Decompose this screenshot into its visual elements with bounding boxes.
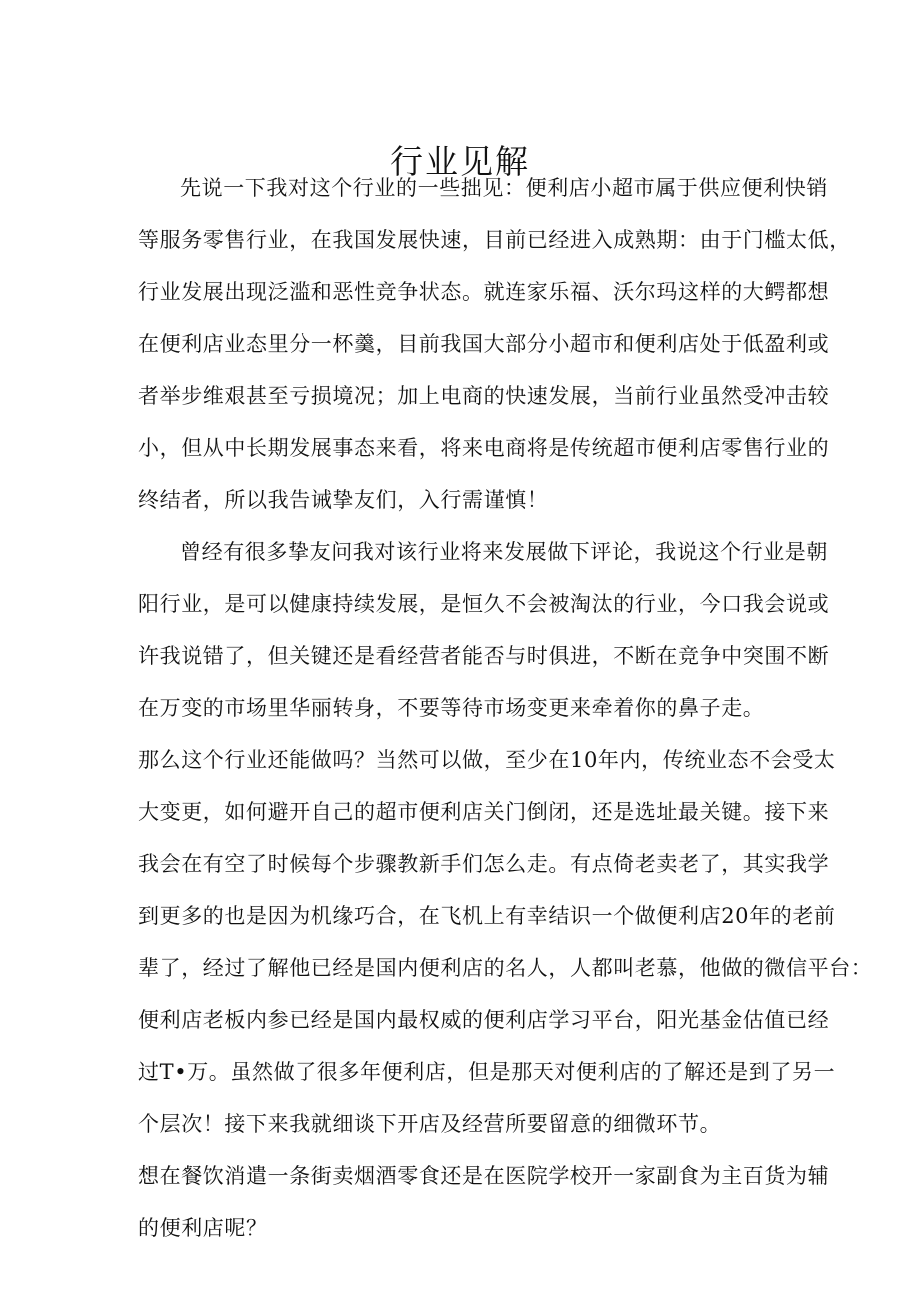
- paragraph-line: 到更多的也是因为机缘巧合，在飞机上有幸结识一个做便利店20年的老前: [138, 904, 836, 928]
- paragraph-line: 大变更，如何避开自己的超市便利店关门倒闭，还是选址最关键。接下来: [138, 800, 830, 824]
- paragraph-line: 便利店老板内参已经是国内最权威的便利店学习平台，阳光基金估值已经: [138, 1008, 830, 1032]
- paragraph-line: 过T•万。虽然做了很多年便利店，但是那天对便利店的了解还是到了另一: [138, 1060, 836, 1084]
- document-title: 行业见解: [390, 142, 530, 182]
- paragraph-line: 想在餐饮消遣一条街卖烟酒零食还是在医院学校开一家副食为主百货为辅: [138, 1164, 830, 1188]
- paragraph-line: 我会在有空了时候每个步骤教新手们怎么走。有点倚老卖老了，其实我学: [138, 852, 830, 876]
- paragraph-line: 行业发展出现泛滥和恶性竞争状态。就连家乐福、沃尔玛这样的大鳄都想: [138, 280, 830, 304]
- paragraph-line: 曾经有很多挚友问我对该行业将来发展做下评论，我说这个行业是朝: [180, 540, 828, 564]
- paragraph-line: 在万变的市场里华丽转身，不要等待市场变更来牵着你的鼻子走。: [138, 696, 765, 720]
- paragraph-line: 那么这个行业还能做吗？当然可以做，至少在10年内，传统业态不会受太: [138, 748, 836, 772]
- paragraph-line: 个层次！接下来我就细谈下开店及经营所要留意的细微环节。: [138, 1112, 722, 1136]
- paragraph-line: 许我说错了，但关键还是看经营者能否与时俱进，不断在竞争中突围不断: [138, 644, 830, 668]
- paragraph-line: 等服务零售行业，在我国发展快速，目前已经进入成熟期：由于门槛太低，: [138, 228, 851, 252]
- paragraph-line: 者举步维艰甚至亏损境况；加上电商的快速发展，当前行业虽然受冲击较: [138, 384, 830, 408]
- paragraph-line: 先说一下我对这个行业的一些拙见：便利店小超市属于供应便利快销: [180, 176, 828, 200]
- paragraph-line: 在便利店业态里分一杯羹，目前我国大部分小超市和便利店处于低盈利或: [138, 332, 830, 356]
- paragraph-line: 的便利店呢？: [138, 1216, 268, 1240]
- paragraph-line: 终结者，所以我告诫挚友们，入行需谨慎！: [138, 488, 549, 512]
- paragraph-line: 辈了，经过了解他已经是国内便利店的名人，人都叫老慕，他做的微信平台：: [138, 956, 873, 980]
- paragraph-line: 阳行业，是可以健康持续发展，是恒久不会被淘汰的行业，今口我会说或: [138, 592, 830, 616]
- paragraph-line: 小，但从中长期发展事态来看，将来电商将是传统超市便利店零售行业的: [138, 436, 830, 460]
